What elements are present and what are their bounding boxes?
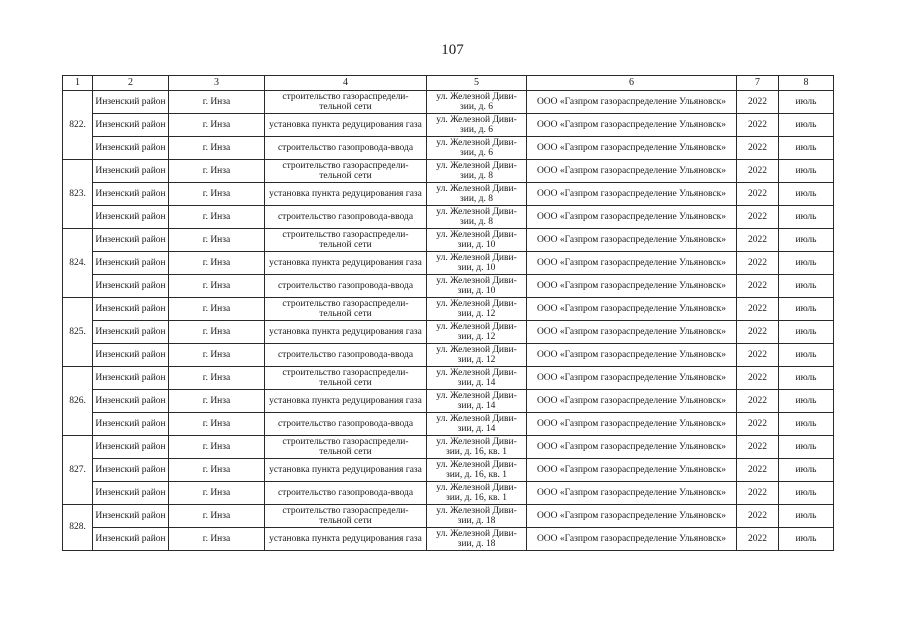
organization-cell: ООО «Газпром газораспределение Ульяновск»	[527, 298, 737, 321]
month-cell: июль	[779, 206, 834, 229]
work-type-cell: установка пункта редуцирования газа	[265, 321, 427, 344]
table-row	[63, 114, 834, 137]
year-cell: 2022	[737, 390, 779, 413]
table-row	[63, 160, 834, 183]
city-cell: г. Инза	[169, 436, 265, 459]
address-cell: ул. Железной Диви-зии, д. 8	[427, 160, 527, 183]
city-cell: г. Инза	[169, 206, 265, 229]
district-cell: Инзенский район	[93, 229, 169, 252]
works-table	[62, 75, 834, 551]
organization-cell: ООО «Газпром газораспределение Ульяновск»	[527, 91, 737, 114]
table-row	[63, 137, 834, 160]
year-cell: 2022	[737, 229, 779, 252]
column-header: 6	[527, 76, 737, 91]
month-cell: июль	[779, 436, 834, 459]
organization-cell: ООО «Газпром газораспределение Ульяновск»	[527, 528, 737, 551]
district-cell: Инзенский район	[93, 91, 169, 114]
address-cell: ул. Железной Диви-зии, д. 14	[427, 367, 527, 390]
column-header: 1	[63, 76, 93, 91]
address-cell: ул. Железной Диви-зии, д. 14	[427, 390, 527, 413]
city-cell: г. Инза	[169, 321, 265, 344]
organization-cell: ООО «Газпром газораспределение Ульяновск»	[527, 252, 737, 275]
month-cell: июль	[779, 390, 834, 413]
header-row	[63, 76, 834, 91]
city-cell: г. Инза	[169, 114, 265, 137]
work-type-cell: строительство газораспредели-тельной сети	[265, 298, 427, 321]
district-cell: Инзенский район	[93, 367, 169, 390]
month-cell: июль	[779, 114, 834, 137]
district-cell: Инзенский район	[93, 114, 169, 137]
year-cell: 2022	[737, 252, 779, 275]
city-cell: г. Инза	[169, 298, 265, 321]
month-cell: июль	[779, 229, 834, 252]
work-type-cell: установка пункта редуцирования газа	[265, 390, 427, 413]
item-number-cell: 822.	[63, 91, 93, 160]
table-row	[63, 183, 834, 206]
district-cell: Инзенский район	[93, 321, 169, 344]
column-header: 2	[93, 76, 169, 91]
address-cell: ул. Железной Диви-зии, д. 12	[427, 298, 527, 321]
column-header: 3	[169, 76, 265, 91]
item-number-cell: 826.	[63, 367, 93, 436]
district-cell: Инзенский район	[93, 482, 169, 505]
district-cell: Инзенский район	[93, 137, 169, 160]
year-cell: 2022	[737, 413, 779, 436]
month-cell: июль	[779, 459, 834, 482]
organization-cell: ООО «Газпром газораспределение Ульяновск»	[527, 275, 737, 298]
district-cell: Инзенский район	[93, 413, 169, 436]
city-cell: г. Инза	[169, 252, 265, 275]
address-cell: ул. Железной Диви-зии, д. 14	[427, 413, 527, 436]
city-cell: г. Инза	[169, 183, 265, 206]
column-header: 5	[427, 76, 527, 91]
city-cell: г. Инза	[169, 137, 265, 160]
year-cell: 2022	[737, 436, 779, 459]
work-type-cell: строительство газораспредели-тельной сети	[265, 436, 427, 459]
address-cell: ул. Железной Диви-зии, д. 16, кв. 1	[427, 436, 527, 459]
city-cell: г. Инза	[169, 229, 265, 252]
address-cell: ул. Железной Диви-зии, д. 6	[427, 91, 527, 114]
district-cell: Инзенский район	[93, 298, 169, 321]
district-cell: Инзенский район	[93, 459, 169, 482]
item-number-cell: 823.	[63, 160, 93, 229]
year-cell: 2022	[737, 344, 779, 367]
work-type-cell: строительство газораспредели-тельной сети	[265, 91, 427, 114]
item-number-cell: 828.	[63, 505, 93, 551]
organization-cell: ООО «Газпром газораспределение Ульяновск»	[527, 482, 737, 505]
month-cell: июль	[779, 298, 834, 321]
address-cell: ул. Железной Диви-зии, д. 6	[427, 114, 527, 137]
city-cell: г. Инза	[169, 528, 265, 551]
month-cell: июль	[779, 137, 834, 160]
month-cell: июль	[779, 321, 834, 344]
address-cell: ул. Железной Диви-зии, д. 16, кв. 1	[427, 459, 527, 482]
city-cell: г. Инза	[169, 344, 265, 367]
organization-cell: ООО «Газпром газораспределение Ульяновск»	[527, 137, 737, 160]
district-cell: Инзенский район	[93, 528, 169, 551]
organization-cell: ООО «Газпром газораспределение Ульяновск»	[527, 183, 737, 206]
year-cell: 2022	[737, 482, 779, 505]
work-type-cell: строительство газораспредели-тельной сети	[265, 229, 427, 252]
address-cell: ул. Железной Диви-зии, д. 18	[427, 505, 527, 528]
year-cell: 2022	[737, 160, 779, 183]
work-type-cell: строительство газопровода-ввода	[265, 206, 427, 229]
work-type-cell: установка пункта редуцирования газа	[265, 459, 427, 482]
year-cell: 2022	[737, 137, 779, 160]
month-cell: июль	[779, 367, 834, 390]
address-cell: ул. Железной Диви-зии, д. 10	[427, 229, 527, 252]
table-row	[63, 459, 834, 482]
work-type-cell: установка пункта редуцирования газа	[265, 114, 427, 137]
city-cell: г. Инза	[169, 367, 265, 390]
organization-cell: ООО «Газпром газораспределение Ульяновск»	[527, 321, 737, 344]
table-row	[63, 298, 834, 321]
table-body	[63, 91, 834, 551]
month-cell: июль	[779, 252, 834, 275]
organization-cell: ООО «Газпром газораспределение Ульяновск»	[527, 390, 737, 413]
work-type-cell: строительство газопровода-ввода	[265, 482, 427, 505]
year-cell: 2022	[737, 528, 779, 551]
district-cell: Инзенский район	[93, 436, 169, 459]
table-row	[63, 206, 834, 229]
table-row	[63, 229, 834, 252]
year-cell: 2022	[737, 206, 779, 229]
organization-cell: ООО «Газпром газораспределение Ульяновск»	[527, 459, 737, 482]
table-header	[63, 76, 834, 91]
city-cell: г. Инза	[169, 91, 265, 114]
district-cell: Инзенский район	[93, 252, 169, 275]
table-row	[63, 413, 834, 436]
month-cell: июль	[779, 413, 834, 436]
work-type-cell: строительство газопровода-ввода	[265, 344, 427, 367]
page-number: 107	[441, 42, 464, 58]
work-type-cell: строительство газораспредели-тельной сети	[265, 367, 427, 390]
city-cell: г. Инза	[169, 413, 265, 436]
year-cell: 2022	[737, 367, 779, 390]
table-row	[63, 436, 834, 459]
district-cell: Инзенский район	[93, 183, 169, 206]
year-cell: 2022	[737, 275, 779, 298]
address-cell: ул. Железной Диви-зии, д. 16, кв. 1	[427, 482, 527, 505]
organization-cell: ООО «Газпром газораспределение Ульяновск»	[527, 114, 737, 137]
year-cell: 2022	[737, 114, 779, 137]
district-cell: Инзенский район	[93, 390, 169, 413]
month-cell: июль	[779, 505, 834, 528]
address-cell: ул. Железной Диви-зии, д. 12	[427, 321, 527, 344]
year-cell: 2022	[737, 91, 779, 114]
organization-cell: ООО «Газпром газораспределение Ульяновск»	[527, 505, 737, 528]
year-cell: 2022	[737, 505, 779, 528]
district-cell: Инзенский район	[93, 505, 169, 528]
year-cell: 2022	[737, 321, 779, 344]
organization-cell: ООО «Газпром газораспределение Ульяновск»	[527, 436, 737, 459]
organization-cell: ООО «Газпром газораспределение Ульяновск»	[527, 229, 737, 252]
table-row	[63, 344, 834, 367]
work-type-cell: строительство газораспредели-тельной сети	[265, 505, 427, 528]
work-type-cell: строительство газопровода-ввода	[265, 275, 427, 298]
work-type-cell: установка пункта редуцирования газа	[265, 183, 427, 206]
month-cell: июль	[779, 275, 834, 298]
table-row	[63, 275, 834, 298]
address-cell: ул. Железной Диви-зии, д. 10	[427, 252, 527, 275]
table-row	[63, 390, 834, 413]
column-header: 7	[737, 76, 779, 91]
table-row	[63, 482, 834, 505]
city-cell: г. Инза	[169, 390, 265, 413]
address-cell: ул. Железной Диви-зии, д. 8	[427, 183, 527, 206]
table-row	[63, 505, 834, 528]
month-cell: июль	[779, 344, 834, 367]
table-row	[63, 367, 834, 390]
organization-cell: ООО «Газпром газораспределение Ульяновск»	[527, 206, 737, 229]
year-cell: 2022	[737, 459, 779, 482]
item-number-cell: 827.	[63, 436, 93, 505]
table-row	[63, 91, 834, 114]
address-cell: ул. Железной Диви-зии, д. 18	[427, 528, 527, 551]
organization-cell: ООО «Газпром газораспределение Ульяновск»	[527, 367, 737, 390]
item-number-cell: 824.	[63, 229, 93, 298]
year-cell: 2022	[737, 183, 779, 206]
city-cell: г. Инза	[169, 459, 265, 482]
district-cell: Инзенский район	[93, 206, 169, 229]
city-cell: г. Инза	[169, 482, 265, 505]
work-type-cell: строительство газопровода-ввода	[265, 413, 427, 436]
month-cell: июль	[779, 183, 834, 206]
organization-cell: ООО «Газпром газораспределение Ульяновск»	[527, 344, 737, 367]
city-cell: г. Инза	[169, 275, 265, 298]
work-type-cell: установка пункта редуцирования газа	[265, 252, 427, 275]
column-header: 4	[265, 76, 427, 91]
table-row	[63, 321, 834, 344]
organization-cell: ООО «Газпром газораспределение Ульяновск»	[527, 160, 737, 183]
district-cell: Инзенский район	[93, 160, 169, 183]
table-row	[63, 528, 834, 551]
address-cell: ул. Железной Диви-зии, д. 12	[427, 344, 527, 367]
table-row	[63, 252, 834, 275]
column-header: 8	[779, 76, 834, 91]
district-cell: Инзенский район	[93, 275, 169, 298]
address-cell: ул. Железной Диви-зии, д. 10	[427, 275, 527, 298]
address-cell: ул. Железной Диви-зии, д. 6	[427, 137, 527, 160]
item-number-cell: 825.	[63, 298, 93, 367]
month-cell: июль	[779, 528, 834, 551]
address-cell: ул. Железной Диви-зии, д. 8	[427, 206, 527, 229]
work-type-cell: строительство газопровода-ввода	[265, 137, 427, 160]
organization-cell: ООО «Газпром газораспределение Ульяновск»	[527, 413, 737, 436]
district-cell: Инзенский район	[93, 344, 169, 367]
city-cell: г. Инза	[169, 505, 265, 528]
city-cell: г. Инза	[169, 160, 265, 183]
month-cell: июль	[779, 160, 834, 183]
year-cell: 2022	[737, 298, 779, 321]
month-cell: июль	[779, 482, 834, 505]
month-cell: июль	[779, 91, 834, 114]
work-type-cell: установка пункта редуцирования газа	[265, 528, 427, 551]
work-type-cell: строительство газораспредели-тельной сети	[265, 160, 427, 183]
